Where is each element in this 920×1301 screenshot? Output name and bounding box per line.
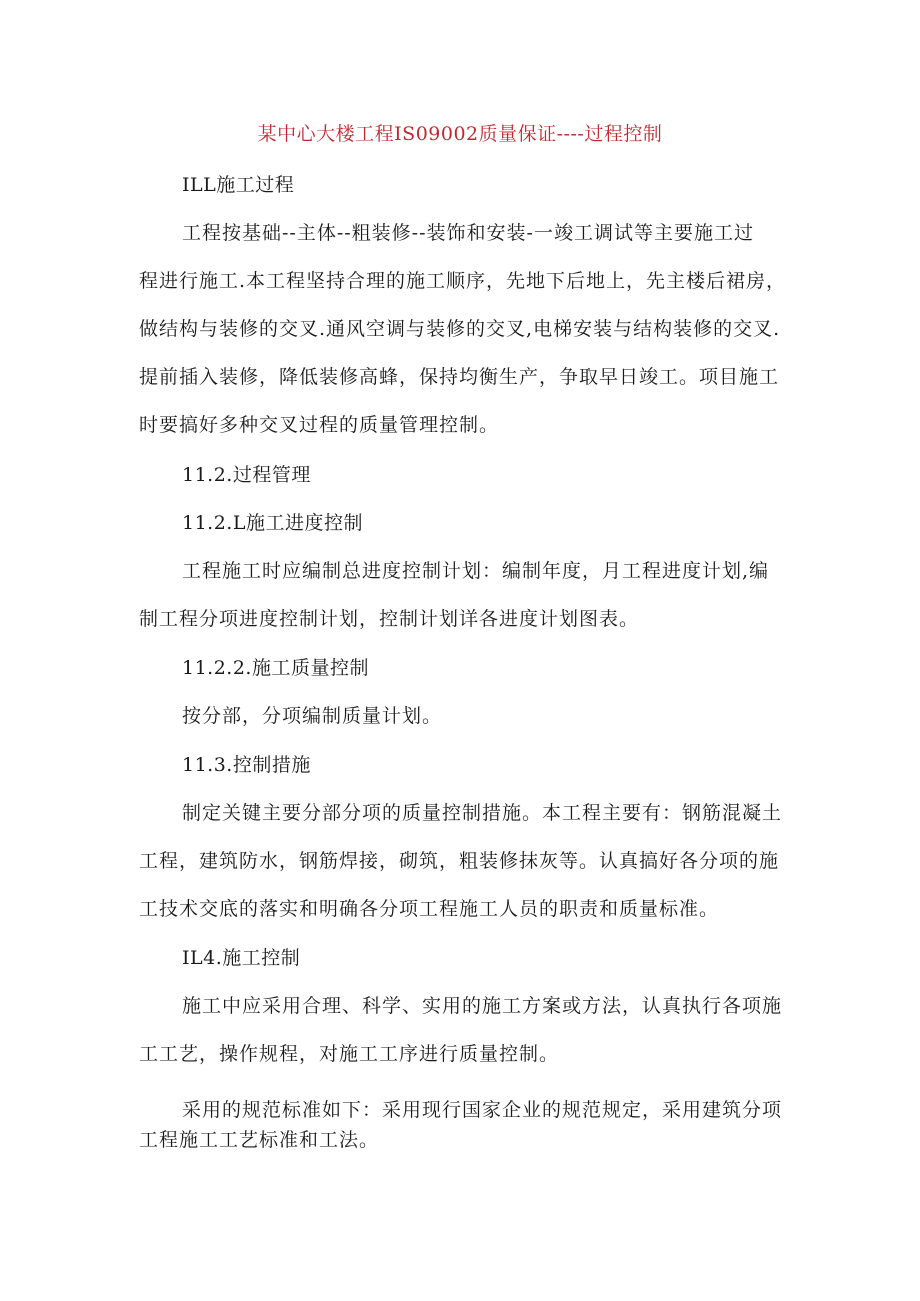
section-heading: 11.2.过程管理 [182, 464, 311, 486]
paragraph-line: 工程，建筑防水，钢筋焊接，砌筑，粗装修抹灰等。认真搞好各分项的施 [139, 850, 780, 872]
paragraph-line: 工程施工时应编制总进度控制计划：编制年度，月工程进度计划,编 [182, 560, 770, 582]
paragraph-line: 施工中应采用合理、科学、实用的施工方案或方法，认真执行各项施 [182, 995, 783, 1017]
section-heading: 11.2.2.施工质量控制 [182, 657, 369, 679]
section-heading: 11.2.L施工进度控制 [182, 512, 363, 534]
paragraph-line: 采用的规范标准如下：采用现行国家企业的规范规定，采用建筑分项 [182, 1099, 783, 1121]
document-title: 某中心大楼工程IS09002质量保证----过程控制 [257, 123, 663, 145]
section-heading: ILL施工过程 [182, 174, 295, 196]
section-heading: IL4.施工控制 [182, 947, 301, 969]
paragraph-line: 制工程分项进度控制计划，控制计划详各进度计划图表。 [139, 608, 640, 630]
paragraph-line: 做结构与装修的交叉.通风空调与装修的交叉,电梯安装与结构装修的交叉. [139, 318, 781, 340]
paragraph-line: 程进行施工.本工程坚持合理的施工顺序，先地下后地上，先主楼后裙房， [139, 270, 787, 292]
paragraph-line: 时要搞好多种交叉过程的质量管理控制。 [139, 414, 500, 436]
section-heading: 11.3.控制措施 [182, 754, 311, 776]
paragraph-line: 工工艺，操作规程，对施工工序进行质量控制。 [139, 1043, 560, 1065]
paragraph-line: 工技术交底的落实和明确各分项工程施工人员的职责和质量标准。 [139, 898, 720, 920]
paragraph-line: 制定关键主要分部分项的质量控制措施。本工程主要有：钢筋混凝土 [182, 802, 783, 824]
paragraph-line: 工程施工工艺标准和工法。 [139, 1129, 380, 1151]
paragraph-line: 按分部，分项编制质量计划。 [182, 705, 443, 727]
paragraph-line: 提前插入装修，降低装修高蜂，保持均衡生产，争取早日竣工。项目施工 [139, 366, 780, 388]
paragraph-line: 工程按基础--主体--粗装修--装饰和安装-一竣工调试等主要施工过 [182, 222, 754, 244]
